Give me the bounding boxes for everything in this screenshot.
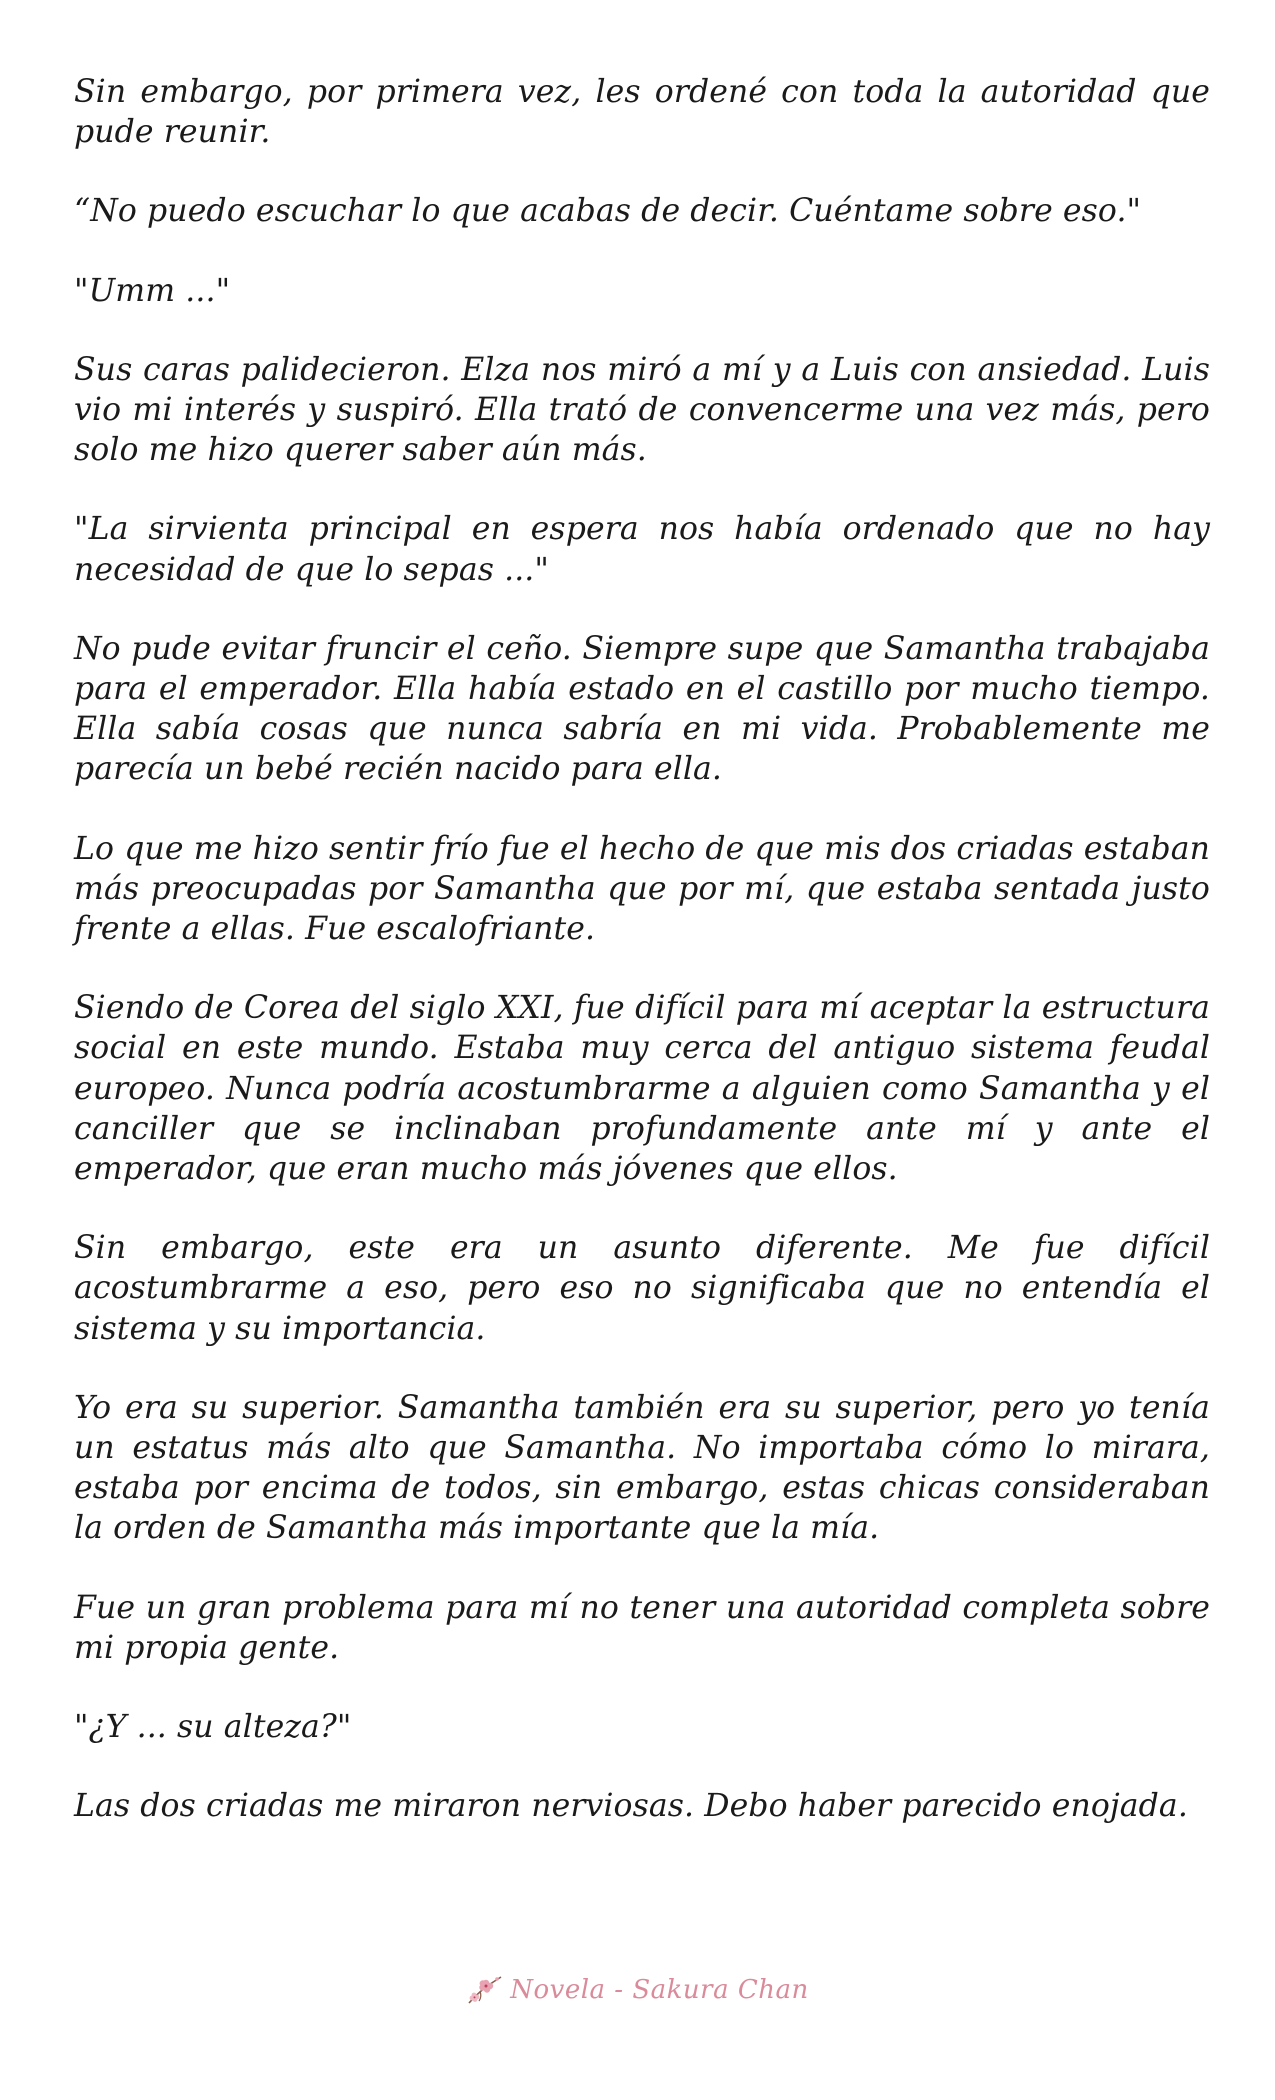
watermark-text: Novela - Sakura Chan	[510, 1975, 809, 2005]
paragraph: Las dos criadas me miraron nerviosas. Debo haber parecido enojada.	[74, 1788, 1188, 1825]
paragraph: Fue un gran problema para mí no tener una autoridad completa sobre mi propia gente.	[74, 1589, 1210, 1666]
paragraph: No pude evitar fruncir el ceño. Siempre supe que Samantha trabajaba para el emperador. Ella había estado en el castillo por mucho tiempo. Ella sabía cosas que nunca sabría en mi vida. Probablemente me parecía un bebé recién nacido para ella.	[74, 630, 1210, 788]
paragraph: Yo era su superior. Samantha también era su superior, pero yo tenía un estatus más alto que Samantha. No importaba cómo lo mirara, estaba por encima de todos, sin embargo, estas chicas consideraban la orden de Samantha más importante que la mía.	[74, 1389, 1210, 1547]
paragraph: "¿Y ... su alteza?"	[74, 1709, 352, 1746]
document-body	[74, 72, 1210, 1866]
paragraph: Sin embargo, por primera vez, les ordené con toda la autoridad que pude reunir.	[74, 74, 1210, 151]
paragraph: Lo que me hizo sentir frío fue el hecho de que mis dos criadas estaban más preocupadas por Samantha que por mí, que estaba sentada justo frente a ellas. Fue escalofriante.	[74, 830, 1210, 948]
paragraph: Sin embargo, este era un asunto diferente. Me fue difícil acostumbrarme a eso, pero eso no significaba que no entendía el sistema y su importancia.	[74, 1230, 1210, 1347]
paragraph: “No puedo escuchar lo que acabas de decir. Cuéntame sobre eso."	[74, 193, 1142, 230]
paragraph: "Umm ..."	[74, 272, 231, 309]
cherry-blossom-icon	[466, 1973, 504, 2007]
paragraph: Sus caras palidecieron. Elza nos miró a mí y a Luis con ansiedad. Luis vio mi interés y suspiró. Ella trató de convencerme una vez más, pero solo me hizo querer saber aún más.	[74, 351, 1210, 469]
paragraph: Siendo de Corea del siglo XXI, fue difícil para mí aceptar la estructura social en este mundo. Estaba muy cerca del antiguo sistema feudal europeo. Nunca podría acostumbrarme a alguien como Samantha y el canciller que se inclinaban profundamente ante mí y ante el emperador, que eran mucho más jóvenes que ellos.	[74, 990, 1210, 1188]
paragraph: "La sirvienta principal en espera nos había ordenado que no hay necesidad de que lo sepas ..."	[74, 511, 1210, 588]
watermark	[0, 1973, 1275, 2012]
